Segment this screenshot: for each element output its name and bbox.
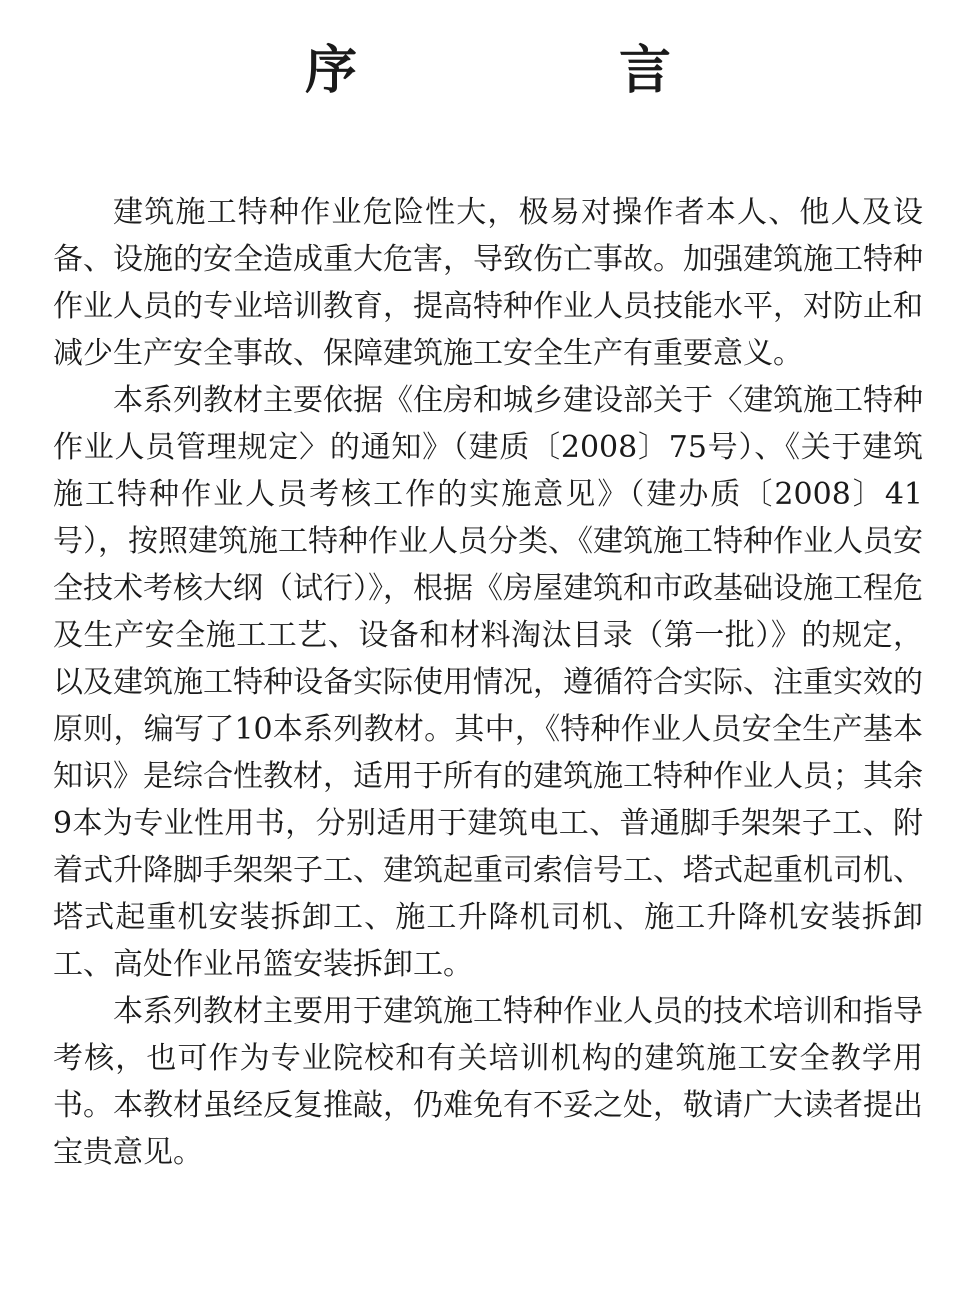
page-title: 序 言 <box>304 40 776 101</box>
paragraph-3: 本系列教材主要用于建筑施工特种作业人员的技术培训和指导考核，也可作为专业院校和有关培训机构的建筑施工安全教学用书。本教材虽经反复推敲，仍难免有不妥之处，敬请广大读者提出宝贵意见。 <box>53 994 923 1170</box>
preface-body <box>53 189 923 1176</box>
paragraph-2: 本系列教材主要依据《住房和城乡建设部关于〈建筑施工特种作业人员管理规定〉的通知》（建质〔2008〕75号）、《关于建筑施工特种作业人员考核工作的实施意见》（建办质〔2008〕41号），按照建筑施工特种作业人员分类、《建筑施工特种作业人员安全技术考核大纲（试行）》，根据《房屋建筑和市政基础设施工程危及生产安全施工工艺、设备和材料淘汰目录（第一批）》的规定，以及建筑施工特种设备实际使用情况，遵循符合实际、注重实效的原则，编写了10本系列教材。其中，《特种作业人员安全生产基本知识》是综合性教材，适用于所有的建筑施工特种作业人员；其余9本为专业性用书，分别适用于建筑电工、普通脚手架架子工、附着式升降脚手架架子工、建筑起重司索信号工、塔式起重机司机、塔式起重机安装拆卸工、施工升降机司机、施工升降机安装拆卸工、高处作业吊篮安装拆卸工。 <box>53 383 923 982</box>
paragraph-1: 建筑施工特种作业危险性大，极易对操作者本人、他人及设备、设施的安全造成重大危害，导致伤亡事故。加强建筑施工特种作业人员的专业培训教育，提高特种作业人员技能水平，对防止和减少生产安全事故、保障建筑施工安全生产有重要意义。 <box>53 195 923 371</box>
